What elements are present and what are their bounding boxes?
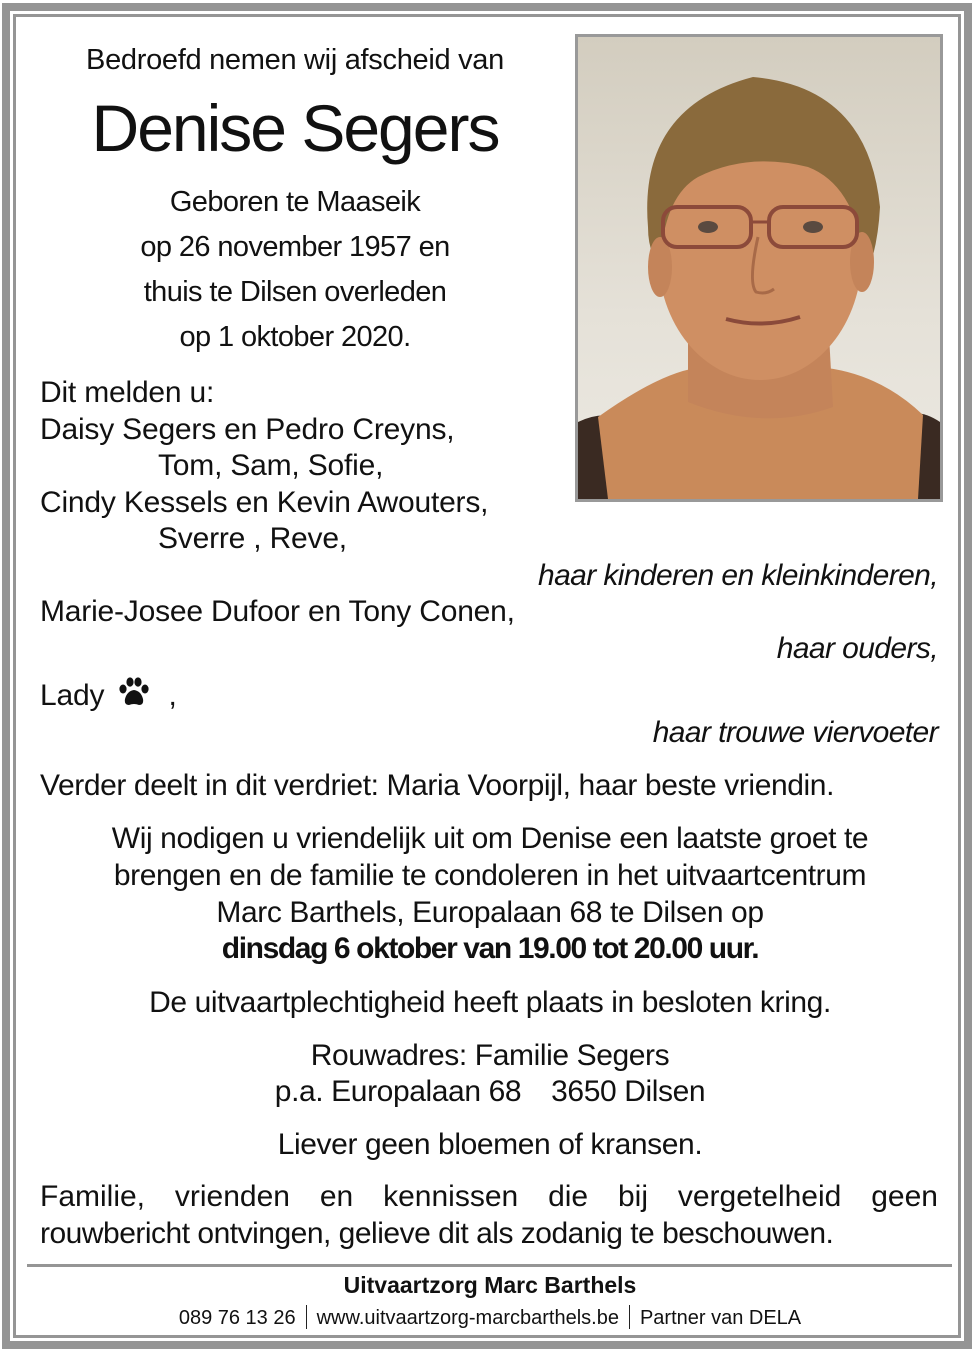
portrait-photo	[575, 34, 943, 502]
birth-place: Geboren te Maaseik	[169, 186, 421, 218]
closing-word: die	[548, 1180, 589, 1213]
separator	[306, 1305, 307, 1329]
mourning-address-line-2	[30, 1075, 950, 1109]
footer-website-link[interactable]: www.uitvaartzorg-marcbarthels.be	[316, 1307, 619, 1329]
ceremony-info: De uitvaartplechtigheid heeft plaats in besloten kring.	[149, 986, 831, 1019]
paw-print-icon	[118, 677, 150, 707]
children-relation: haar kinderen en kleinkinderen,	[537, 559, 938, 592]
family-line-grandchildren-2: Sverre , Reve,	[158, 522, 347, 555]
footer-divider	[27, 1264, 952, 1267]
closing-word: bij	[617, 1180, 648, 1213]
closing-word: geen	[871, 1180, 938, 1213]
parents-relation: haar ouders,	[776, 632, 938, 665]
birth-death-info	[30, 180, 560, 360]
closing-word: Familie,	[40, 1180, 146, 1213]
address-city: 3650 Dilsen	[551, 1075, 706, 1108]
separator	[629, 1305, 630, 1329]
family-header: Dit melden u:	[40, 376, 215, 409]
closing-word: en	[319, 1180, 354, 1213]
birth-date: op 26 november 1957 en	[140, 231, 450, 263]
family-line-grandchildren-1: Tom, Sam, Sofie,	[158, 449, 384, 482]
invitation-line-1: Wij nodigen u vriendelijk uit om Denise een laatste groet te	[111, 822, 869, 855]
invitation-line-2: brengen en de familie te condoleren in het uitvaartcentrum	[113, 859, 867, 892]
family-line-children-1: Daisy Segers en Pedro Creyns,	[40, 413, 455, 446]
closing-word: kennissen	[383, 1180, 519, 1213]
closing-word: vergetelheid	[677, 1180, 842, 1213]
footer-partner: Partner van DELA	[639, 1307, 802, 1329]
parents-line: Marie-Josee Dufoor en Tony Conen,	[40, 595, 515, 628]
intro-text: Bedroefd nemen wij afscheid van	[86, 44, 504, 76]
mourning-address-line-1: Rouwadres: Familie Segers	[310, 1039, 670, 1072]
funeral-company-name: Uitvaartzorg Marc Barthels	[343, 1272, 637, 1298]
invitation-line-3: Marc Barthels, Europalaan 68 te Dilsen op	[216, 896, 764, 929]
pet-suffix: ,	[168, 679, 177, 712]
family-line-children-2: Cindy Kessels en Kevin Awouters,	[40, 486, 489, 519]
footer-contact-line	[30, 1305, 950, 1330]
closing-line-1	[40, 1180, 938, 1214]
death-date: op 1 oktober 2020.	[179, 321, 411, 353]
address-street: p.a. Europalaan 68	[274, 1075, 522, 1108]
portrait-illustration	[578, 37, 940, 499]
pet-relation: haar trouwe viervoeter	[652, 716, 938, 749]
closing-word: vrienden	[174, 1180, 290, 1213]
pet-name: Lady	[40, 679, 105, 712]
visitation-time: dinsdag 6 oktober van 19.00 tot 20.00 uur.	[221, 932, 759, 965]
friend-line: Verder deelt in dit verdriet: Maria Voorpijl, haar beste vriendin.	[40, 769, 835, 802]
death-place: thuis te Dilsen overleden	[143, 276, 447, 308]
footer-phone[interactable]: 089 76 13 26	[178, 1307, 296, 1329]
no-flowers-note: Liever geen bloemen of kransen.	[277, 1128, 703, 1161]
closing-line-2: rouwbericht ontvingen, gelieve dit als zodanig te beschouwen.	[40, 1217, 834, 1250]
pet-line	[40, 677, 177, 713]
deceased-name: Denise Segers	[91, 91, 499, 165]
